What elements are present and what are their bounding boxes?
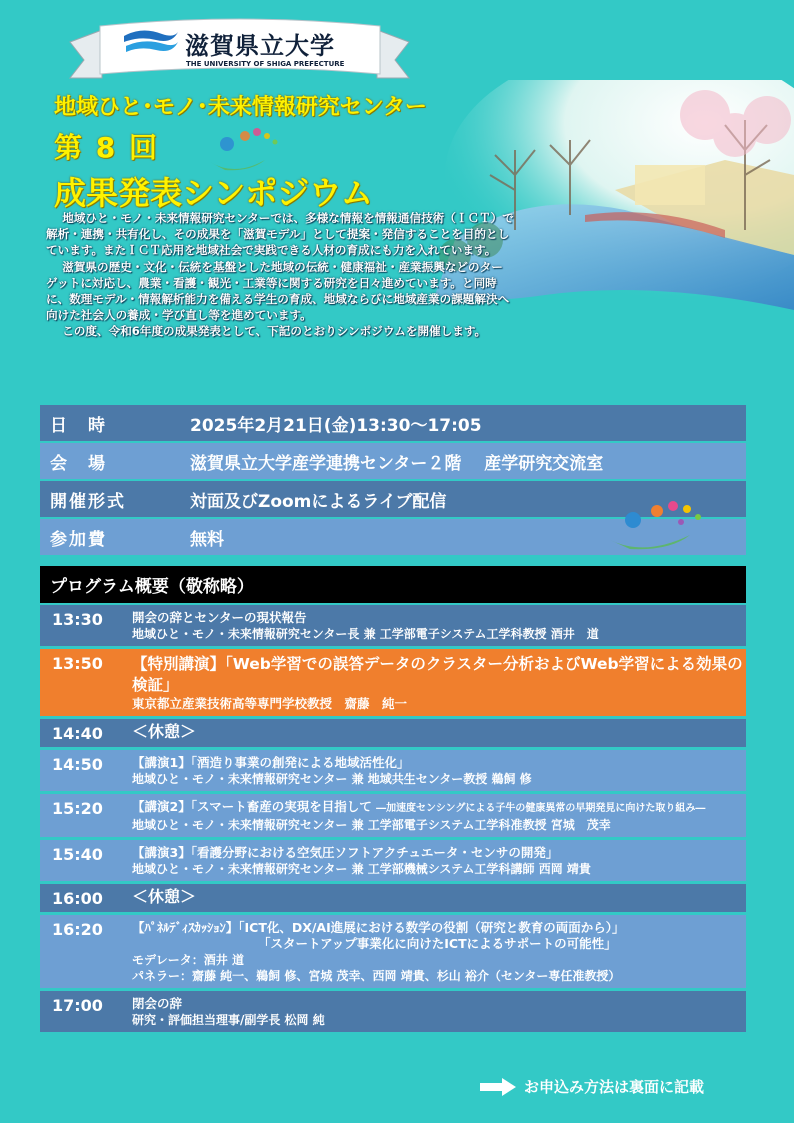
intro-paragraph: この度、令和6年度の成果発表として、下記のとおりシンポジウムを開催します。 [62, 324, 487, 339]
program-speaker: 地域ひと・モノ・未来情報研究センター 兼 工学部機械システム工学科講師 西岡 靖貴 [132, 862, 591, 876]
program-title: 閉会の辞 [132, 996, 183, 1011]
program-title-2: 「スタートアップ事業化に向けたICTによるサポートの可能性」 [258, 936, 617, 951]
university-english-name: THE UNIVERSITY OF SHIGA PREFECTURE [186, 60, 345, 68]
info-value: 無料 [190, 529, 224, 550]
intro-text [46, 210, 514, 340]
program-title: 【特別講演】「Web学習での誤答データのクラスター分析およびWeb学習による効果の検証」 [132, 655, 743, 694]
intro-paragraph: 地域ひと・モノ・未来情報研究センターでは、多様な情報を情報通信技術（ＩＣＴ）で解析・連携・共有化し、その成果を「滋賀モデル」として提案・発信することを目的としています。またＩＣＴ応用を地域社会で実践できる人材の育成にも力を入れています。 [46, 211, 514, 258]
program-time: 17:00 [52, 996, 103, 1015]
arrow-right-icon [480, 1078, 516, 1096]
info-label: 会 場 [50, 453, 107, 474]
program-title: 【講演3】「看護分野における空気圧ソフトアクチュエータ・センサの開発」 [132, 845, 559, 860]
program-moderator: モデレータ：酒井 道 [132, 953, 244, 967]
program-item [40, 750, 746, 791]
info-value: 対面及びZoomによるライブ配信 [190, 491, 447, 512]
intro-paragraph: 滋賀県の歴史・文化・伝統を基盤とした地域の伝統・健康福祉・産業振興などのターゲットに対応し、農業・看護・観光・工業等に関する研究を日々進めています。と同時に、数理モデル・情報解析能力を備える学生の育成、地域ならびに地域産業の課題解決へ向けた社会人の養成・学び直し等を進めています。 [46, 259, 510, 323]
program-title: ＜休憩＞ [132, 887, 197, 906]
symposium-title: 成果発表シンポジウム [54, 174, 373, 212]
program-heading [40, 566, 746, 603]
program-list [40, 605, 746, 1035]
center-name-heading: 地域ひと･モノ･未来情報研究センター [54, 95, 427, 120]
university-logo-icon [122, 28, 180, 58]
program-item-panel [40, 915, 746, 988]
program-item [40, 794, 746, 837]
info-value: 2025年2月21日(金)13:30～17:05 [190, 415, 482, 436]
footer-note [480, 1076, 704, 1097]
round-heading: 第 8 回 [54, 131, 159, 164]
program-title: 【ﾊﾟﾈﾙﾃﾞｨｽｶｯｼｮﾝ】「ICT化、DX/AI進展における数学の役割（研究と教育の両面から）」 [132, 920, 625, 935]
program-time: 15:40 [52, 845, 103, 864]
program-time: 13:50 [52, 654, 103, 673]
program-item [40, 840, 746, 881]
program-item-special [40, 649, 746, 716]
program-speaker: 地域ひと・モノ・未来情報研究センター長 兼 工学部電子システム工学科教授 酒井 道 [132, 627, 599, 641]
info-row-venue [40, 443, 746, 479]
program-title: 【講演2】「スマート畜産の実現を目指して [132, 799, 372, 814]
program-time: 13:30 [52, 610, 103, 629]
program-time: 16:20 [52, 920, 103, 939]
info-value: 滋賀県立大学産学連携センター２階 産学研究交流室 [190, 453, 604, 474]
program-item-break [40, 884, 746, 912]
program-panelists: パネラー：齋藤 純一、鵜飼 修、宮城 茂幸、西岡 靖貴、杉山 裕介（センター専任准教授） [132, 969, 621, 983]
program-speaker: 研究・評価担当理事/副学長 松岡 純 [132, 1013, 325, 1027]
program-item-break [40, 719, 746, 747]
footer-note-text: お申込み方法は裏面に記載 [524, 1078, 705, 1096]
program-speaker: 地域ひと・モノ・未来情報研究センター 兼 地域共生センター教授 鵜飼 修 [132, 772, 532, 786]
program-item [40, 605, 746, 646]
info-label: 日 時 [50, 415, 107, 436]
info-row-date [40, 405, 746, 441]
program-speaker: 東京都立産業技術高等専門学校教授 齋藤 純一 [132, 696, 408, 711]
program-item [40, 991, 746, 1032]
info-label: 開催形式 [50, 491, 126, 512]
program-time: 16:00 [52, 889, 103, 908]
program-speaker: 地域ひと・モノ・未来情報研究センター 兼 工学部電子システム工学科准教授 宮城 茂幸 [132, 818, 611, 832]
center-logo-icon [205, 122, 285, 177]
program-title: 【講演1】「酒造り事業の創発による地域活性化」 [132, 755, 410, 770]
program-time: 15:20 [52, 799, 103, 818]
center-logo-icon [605, 495, 715, 555]
program-title: 開会の辞とセンターの現状報告 [132, 610, 307, 625]
program-subtitle: ―加速度センシングによる子牛の健康異常の早期発見に向けた取り組み― [376, 803, 706, 814]
program-time: 14:40 [52, 724, 103, 743]
program-title: ＜休憩＞ [132, 722, 197, 741]
university-name: 滋賀県立大学 [185, 32, 335, 60]
info-label: 参加費 [50, 529, 107, 550]
program-time: 14:50 [52, 755, 103, 774]
program-heading-text: プログラム概要（敬称略） [50, 577, 254, 597]
